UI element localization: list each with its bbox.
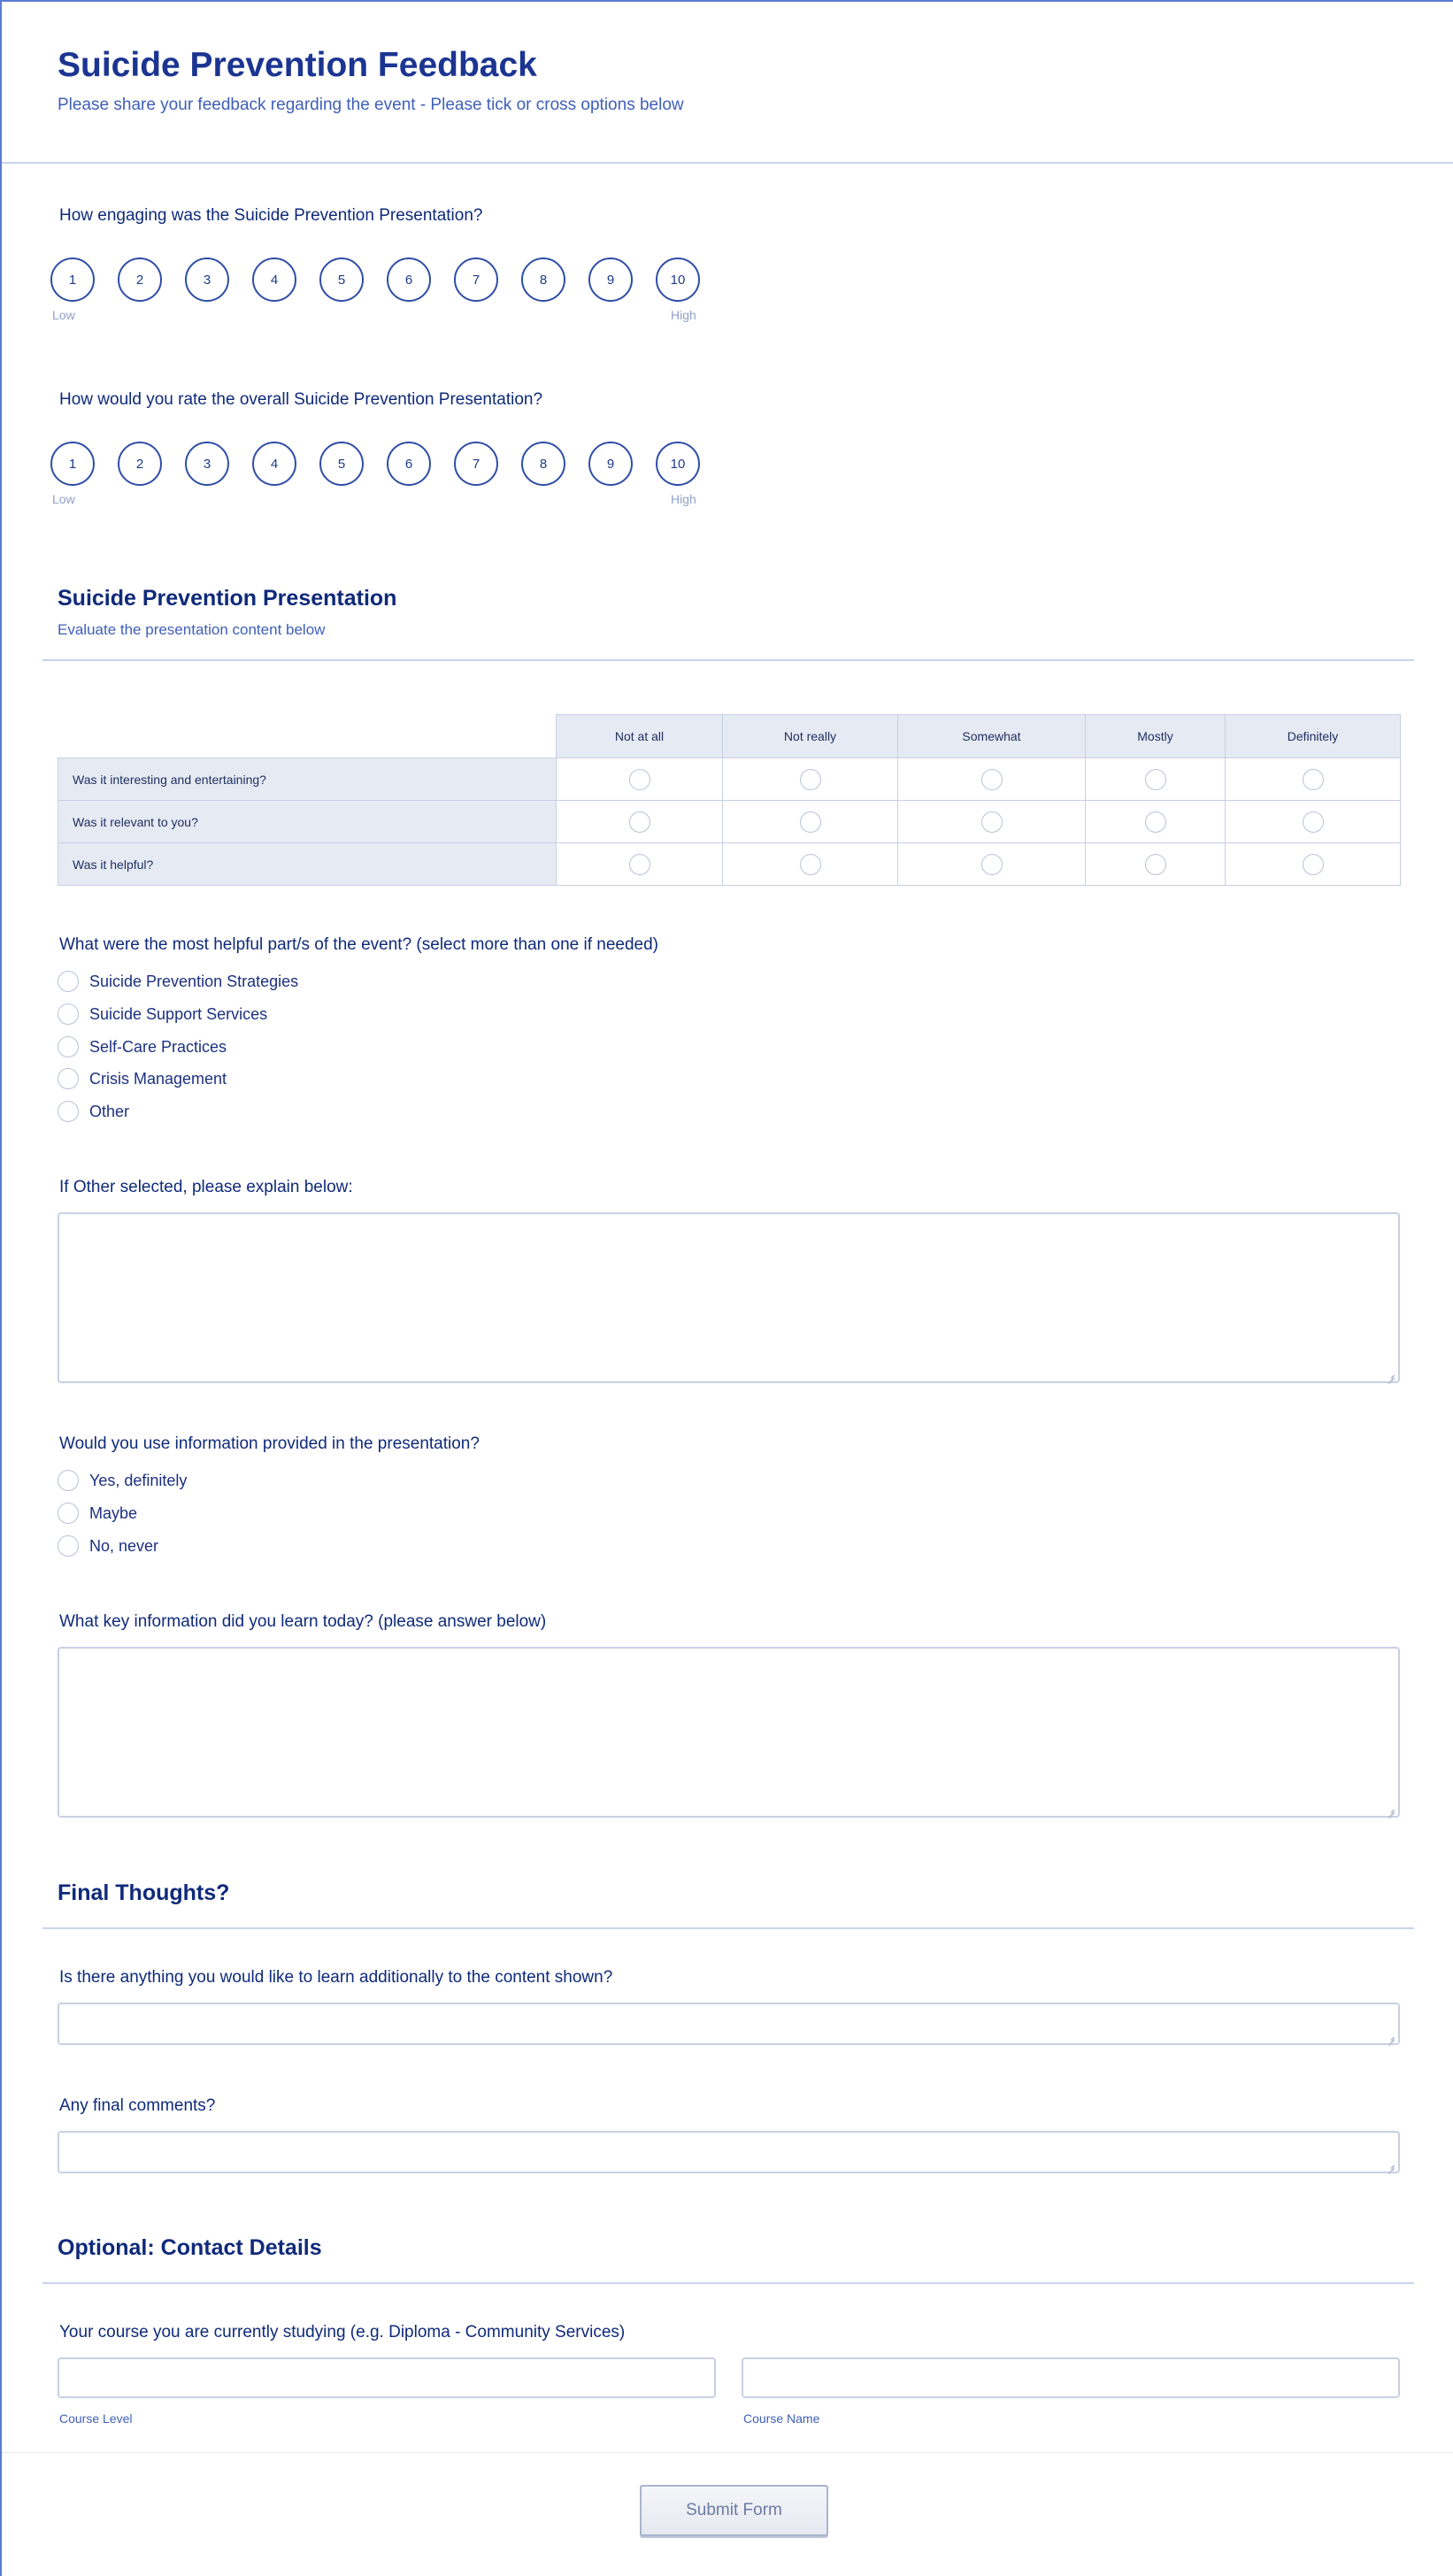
rating-option-2[interactable]: 2 [118,442,162,486]
overall-rating-scale [50,442,705,486]
table-row [58,801,1401,843]
rating-option-7[interactable]: 7 [454,258,498,302]
rating-option-6[interactable]: 6 [387,442,431,486]
matrix-radio[interactable] [800,854,821,875]
engaging-question-label: How engaging was the Suicide Prevention Presentation? [59,206,483,225]
matrix-row-label: Was it interesting and entertaining? [58,758,557,801]
matrix-radio[interactable] [1303,811,1324,833]
matrix-radio[interactable] [1145,769,1166,790]
option-label: No, never [89,1536,159,1555]
option-other[interactable] [58,1100,129,1123]
option-label: Crisis Management [89,1069,227,1088]
matrix-row-label: Was it relevant to you? [58,801,557,843]
checkbox-circle[interactable] [58,1036,79,1057]
rating-option-2[interactable]: 2 [118,258,162,302]
checkbox-circle[interactable] [58,1068,79,1089]
matrix-radio[interactable] [1303,854,1324,875]
final-thoughts-section-title: Final Thoughts? [58,1880,230,1905]
option-yes-definitely[interactable] [58,1469,187,1492]
learn-more-question-label: Is there anything you would like to learn additionally to the content shown? [59,1968,613,1987]
option-label: Yes, definitely [89,1471,188,1489]
form-title: Suicide Prevention Feedback [58,46,537,84]
presentation-section-subtitle: Evaluate the presentation content below [58,621,326,638]
option-maybe[interactable] [58,1502,137,1525]
option-suicide-prevention-strategies[interactable] [58,970,298,993]
rating-option-3[interactable]: 3 [185,258,229,302]
use-info-question-label: Would you use information provided in the presentation? [59,1434,480,1453]
checkbox-circle[interactable] [58,1101,79,1122]
rating-option-4[interactable]: 4 [252,442,296,486]
resize-handle-icon[interactable] [1388,2033,1395,2040]
matrix-col-mostly: Mostly [1086,715,1226,758]
rating-option-5[interactable]: 5 [319,258,364,302]
matrix-radio[interactable] [1145,811,1166,833]
checkbox-circle[interactable] [58,1003,79,1025]
matrix-radio[interactable] [981,769,1003,790]
table-row [58,758,1401,801]
matrix-col-definitely: Definitely [1226,715,1401,758]
course-name-sublabel: Course Name [743,2411,820,2426]
key-info-textarea[interactable] [58,1647,1400,1818]
resize-handle-icon[interactable] [1388,1371,1395,1378]
resize-handle-icon[interactable] [1388,2161,1395,2168]
course-level-input[interactable] [58,2357,716,2398]
rating-option-8[interactable]: 8 [521,258,565,302]
course-level-sublabel: Course Level [59,2411,133,2426]
option-label: Maybe [89,1503,138,1522]
section-divider [42,1927,1414,1929]
course-name-input[interactable] [742,2357,1400,2398]
radio-circle[interactable] [58,1470,79,1491]
matrix-radio[interactable] [800,769,821,790]
overall-question-label: How would you rate the overall Suicide Prevention Presentation? [59,390,543,409]
engaging-rating-scale [50,258,705,302]
final-comments-textarea[interactable] [58,2131,1400,2173]
option-suicide-support-services[interactable] [58,1003,267,1026]
matrix-corner [58,715,557,758]
rating-option-9[interactable]: 9 [588,258,633,302]
matrix-radio[interactable] [629,854,650,875]
section-divider [42,2282,1414,2284]
rating-option-10[interactable]: 10 [656,258,700,302]
option-label: Self-Care Practices [89,1037,227,1056]
option-no-never[interactable] [58,1534,158,1557]
course-question-label: Your course you are currently studying (e.g. Diploma - Community Services) [59,2323,626,2341]
form-subtitle: Please share your feedback regarding the event - Please tick or cross options below [58,96,684,114]
matrix-col-not-at-all: Not at all [557,715,723,758]
matrix-radio[interactable] [629,769,650,790]
matrix-radio[interactable] [1145,854,1166,875]
table-row [58,843,1401,886]
scale-low-label: Low [52,308,75,322]
rating-option-1[interactable]: 1 [50,258,95,302]
matrix-col-somewhat: Somewhat [898,715,1086,758]
helpful-parts-question-label: What were the most helpful part/s of the event? (select more than one if needed) [59,935,658,954]
scale-low-label: Low [52,492,75,506]
form-header [2,2,1453,164]
matrix-radio[interactable] [1303,769,1324,790]
submit-form-button[interactable]: Submit Form [640,2485,828,2536]
scale-high-label: High [671,308,696,322]
other-explain-label: If Other selected, please explain below: [59,1178,353,1196]
presentation-section-title: Suicide Prevention Presentation [58,586,397,611]
other-explain-textarea[interactable] [58,1212,1400,1383]
matrix-row-label: Was it helpful? [58,843,557,886]
matrix-header-row [58,715,1401,758]
option-label: Suicide Support Services [89,1004,268,1023]
rating-option-7[interactable]: 7 [454,442,498,486]
contact-section-title: Optional: Contact Details [58,2235,322,2260]
resize-handle-icon[interactable] [1388,1805,1395,1812]
key-info-question-label: What key information did you learn today? (please answer below) [59,1612,547,1631]
matrix-radio[interactable] [981,854,1003,875]
rating-option-1[interactable]: 1 [50,442,95,486]
matrix-radio[interactable] [981,811,1003,833]
scale-high-label: High [671,492,696,506]
rating-option-6[interactable]: 6 [387,258,431,302]
matrix-radio[interactable] [800,811,821,833]
option-label: Other [89,1102,130,1120]
footer-divider [2,2452,1453,2453]
checkbox-circle[interactable] [58,971,79,992]
radio-circle[interactable] [58,1503,79,1524]
radio-circle[interactable] [58,1535,79,1557]
final-comments-question-label: Any final comments? [59,2096,216,2115]
rating-option-4[interactable]: 4 [252,258,296,302]
rating-option-5[interactable]: 5 [319,442,364,486]
rating-option-9[interactable]: 9 [588,442,633,486]
rating-option-8[interactable]: 8 [521,442,565,486]
option-crisis-management[interactable] [58,1067,227,1090]
rating-option-10[interactable]: 10 [656,442,700,486]
presentation-matrix [58,714,1401,886]
option-self-care-practices[interactable] [58,1035,227,1058]
section-divider [42,659,1414,661]
learn-more-textarea[interactable] [58,2003,1400,2045]
matrix-radio[interactable] [629,811,650,833]
rating-option-3[interactable]: 3 [185,442,229,486]
option-label: Suicide Prevention Strategies [89,972,299,990]
matrix-col-not-really: Not really [723,715,898,758]
